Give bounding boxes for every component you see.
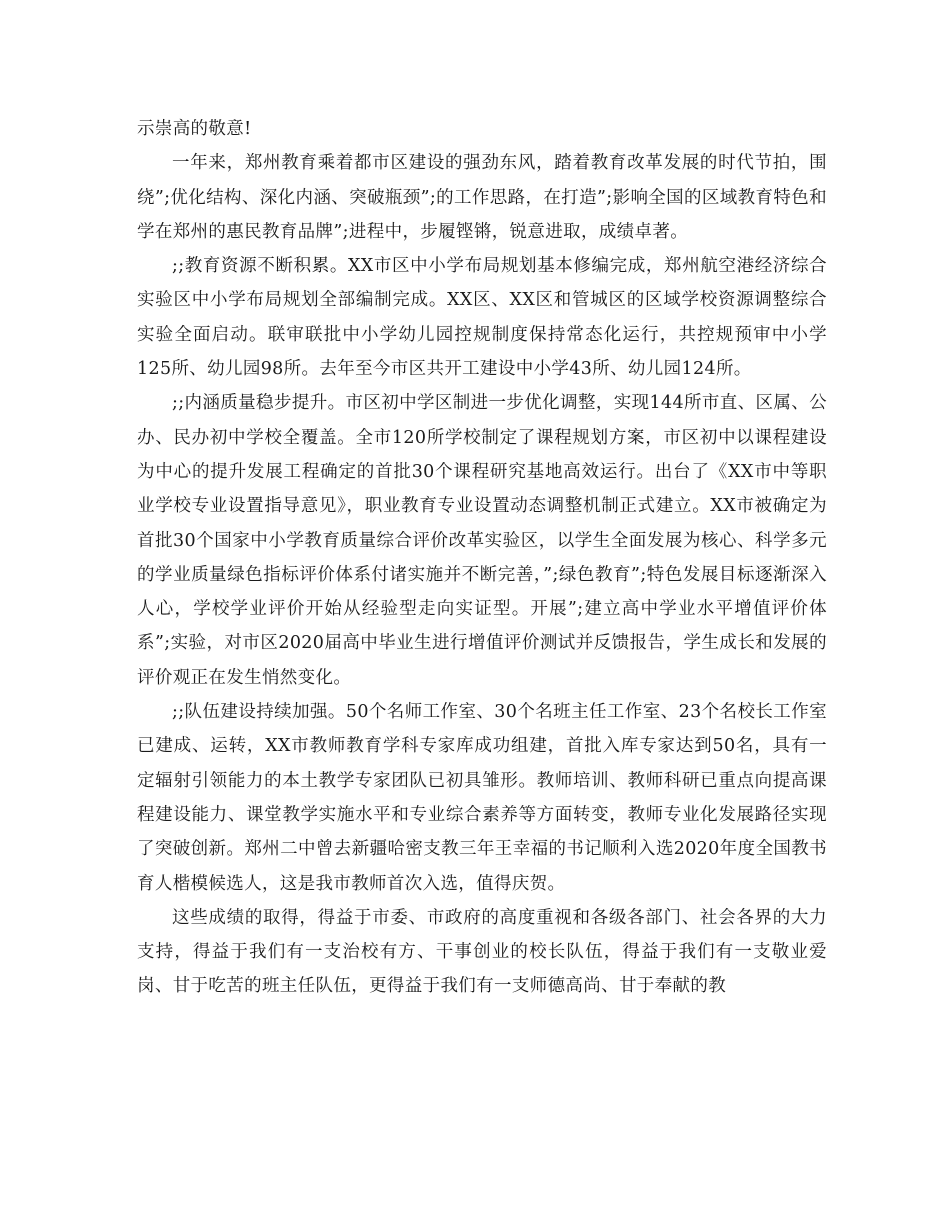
paragraph-education-resources: ;;教育资源不断积累。XX市区中小学布局规划基本修编完成，郑州航空港经济综合实验区中小学布局规划全部编制完成。XX区、XX区和管城区的区域学校资源调整综合实验全面启动。联审联批中小学幼儿园控规制度保持常态化运行，共控规预审中小学125所、幼儿园98所。去年至今市区共开工建设中小学43所、幼儿园124所。 [137, 256, 827, 380]
paragraph-team-building: ;;队伍建设持续加强。50个名师工作室、30个名班主任工作室、23个名校长工作室已建成、运转，XX市教师教育学科专家库成功组建，首批入库专家达到50名，具有一定辐射引领能力的本土教学专家团队已初具雏形。教师培训、教师科研已重点向提高课程建设能力、课堂教学实施水平和专业综合素养等方面转变，教师专业化发展路径实现了突破创新。郑州二中曾去新疆哈密支教三年王幸福的书记顺利入选2020年度全国教书育人楷模候选人，这是我市教师首次入选，值得庆贺。 [137, 702, 827, 894]
paragraph-achievements: 这些成绩的取得，得益于市委、市政府的高度重视和各级各部门、社会各界的大力支持，得益于我们有一支治校有方、干事创业的校长队伍，得益于我们有一支敬业爱岗、甘于吃苦的班主任队伍，更得益于我们有一支师德高尚、甘于奉献的教 [137, 907, 827, 997]
paragraph-continuation: 示崇高的敬意! [137, 119, 252, 139]
document-body [137, 112, 827, 1004]
paragraph-quality-improvement: ;;内涵质量稳步提升。市区初中学区制进一步优化调整，实现144所市直、区属、公办、民办初中学校全覆盖。全市120所学校制定了课程规划方案，市区初中以课程建设为中心的提升发展工程确定的首批30个课程研究基地高效运行。出台了《XX市中等职业学校专业设置指导意见》，职业教育专业设置动态调整机制正式建立。XX市被确定为首批30个国家中小学教育质量综合评价改革实验区，以学生全面发展为核心、科学多元的学业质量绿色指标评价体系付诸实施并不断完善，”;绿色教育”;特色发展目标逐渐深入人心，学校学业评价开始从经验型走向实证型。开展”;建立高中学业水平增值评价体系”;实验，对市区2020届高中毕业生进行增值评价测试并反馈报告，学生成长和发展的评价观正在发生悄然变化。 [137, 393, 827, 688]
paragraph-overview: 一年来，郑州教育乘着都市区建设的强劲东风，踏着教育改革发展的时代节拍，围绕”;优化结构、深化内涵、突破瓶颈”;的工作思路，在打造”;影响全国的区域教育特色和学在郑州的惠民教育品牌”;进程中，步履铿锵，锐意进取，成绩卓著。 [137, 153, 827, 242]
